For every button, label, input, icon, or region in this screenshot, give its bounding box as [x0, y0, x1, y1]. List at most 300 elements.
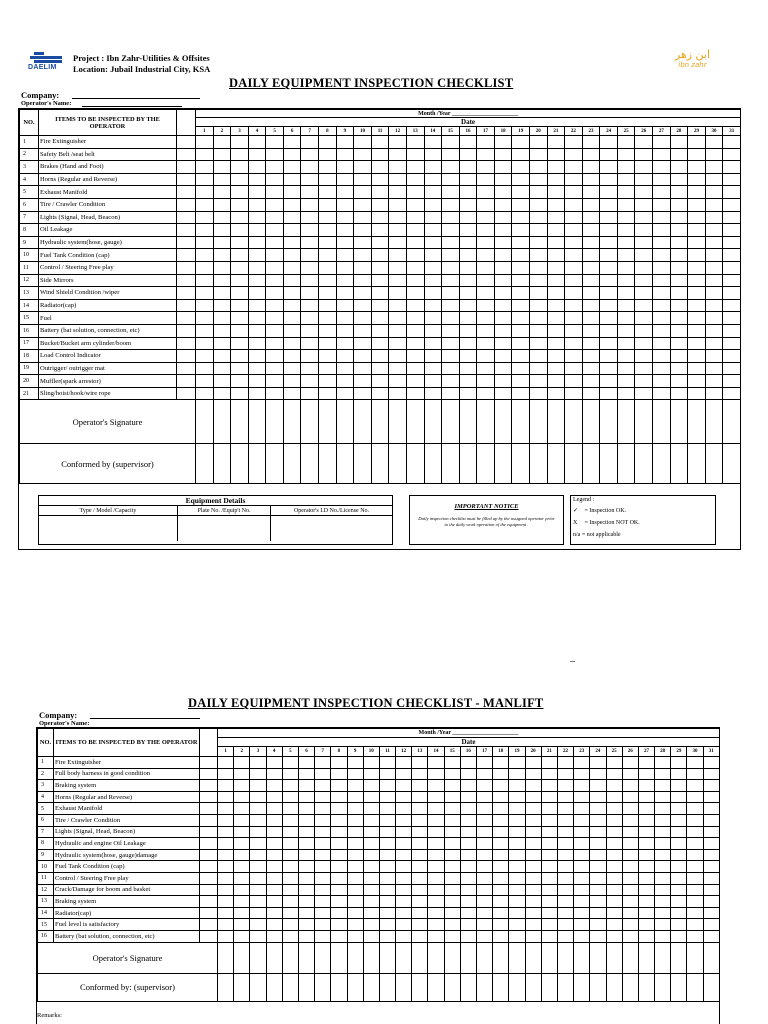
- check-cell[interactable]: [283, 337, 301, 350]
- check-cell[interactable]: [371, 324, 389, 337]
- check-cell[interactable]: [234, 838, 250, 850]
- check-cell[interactable]: [389, 173, 407, 186]
- check-cell[interactable]: [298, 780, 314, 792]
- check-cell[interactable]: [428, 896, 444, 908]
- check-cell[interactable]: [565, 387, 583, 400]
- check-cell[interactable]: [250, 826, 266, 838]
- check-cell[interactable]: [406, 136, 424, 149]
- check-cell[interactable]: [389, 236, 407, 249]
- check-cell[interactable]: [319, 173, 337, 186]
- check-cell[interactable]: [541, 884, 557, 896]
- check-cell[interactable]: [687, 896, 703, 908]
- signature-cell[interactable]: [319, 400, 337, 444]
- check-cell[interactable]: [444, 838, 460, 850]
- check-cell[interactable]: [509, 791, 525, 803]
- signature-cell[interactable]: [266, 942, 282, 973]
- check-cell[interactable]: [525, 791, 541, 803]
- check-cell[interactable]: [635, 249, 653, 262]
- check-cell[interactable]: [315, 884, 331, 896]
- check-cell[interactable]: [196, 136, 214, 149]
- signature-cell[interactable]: [547, 444, 565, 484]
- check-cell[interactable]: [565, 211, 583, 224]
- check-cell[interactable]: [703, 768, 719, 780]
- check-cell[interactable]: [670, 324, 688, 337]
- check-cell[interactable]: [283, 299, 301, 312]
- check-cell[interactable]: [315, 768, 331, 780]
- check-cell[interactable]: [723, 148, 741, 161]
- check-cell[interactable]: [574, 803, 590, 815]
- check-cell[interactable]: [250, 907, 266, 919]
- check-cell[interactable]: [477, 849, 493, 861]
- check-cell[interactable]: [231, 198, 249, 211]
- check-cell[interactable]: [282, 791, 298, 803]
- check-cell[interactable]: [547, 148, 565, 161]
- check-cell[interactable]: [331, 768, 347, 780]
- signature-cell[interactable]: [617, 400, 635, 444]
- check-cell[interactable]: [460, 930, 476, 942]
- check-cell[interactable]: [301, 211, 319, 224]
- check-cell[interactable]: [512, 274, 530, 287]
- check-cell[interactable]: [622, 757, 638, 769]
- check-cell[interactable]: [389, 186, 407, 199]
- check-cell[interactable]: [424, 362, 442, 375]
- check-cell[interactable]: [688, 287, 706, 300]
- check-cell[interactable]: [655, 838, 671, 850]
- check-cell[interactable]: [723, 186, 741, 199]
- check-cell[interactable]: [653, 274, 671, 287]
- check-cell[interactable]: [396, 826, 412, 838]
- check-cell[interactable]: [622, 826, 638, 838]
- check-cell[interactable]: [301, 387, 319, 400]
- check-cell[interactable]: [541, 803, 557, 815]
- signature-cell[interactable]: [705, 400, 723, 444]
- check-cell[interactable]: [582, 186, 600, 199]
- check-cell[interactable]: [622, 919, 638, 931]
- signature-cell[interactable]: [363, 942, 379, 973]
- check-cell[interactable]: [687, 768, 703, 780]
- check-cell[interactable]: [336, 312, 354, 325]
- check-cell[interactable]: [703, 849, 719, 861]
- check-cell[interactable]: [248, 148, 266, 161]
- check-cell[interactable]: [406, 387, 424, 400]
- check-cell[interactable]: [406, 287, 424, 300]
- signature-cell[interactable]: [412, 973, 428, 1001]
- check-cell[interactable]: [444, 814, 460, 826]
- check-cell[interactable]: [670, 161, 688, 174]
- signature-cell[interactable]: [406, 400, 424, 444]
- check-cell[interactable]: [248, 287, 266, 300]
- check-cell[interactable]: [282, 849, 298, 861]
- check-cell[interactable]: [213, 136, 231, 149]
- blank-cell[interactable]: [177, 198, 196, 211]
- check-cell[interactable]: [529, 362, 547, 375]
- check-cell[interactable]: [565, 337, 583, 350]
- check-cell[interactable]: [354, 211, 372, 224]
- check-cell[interactable]: [688, 136, 706, 149]
- check-cell[interactable]: [671, 861, 687, 873]
- blank-cell[interactable]: [177, 249, 196, 262]
- check-cell[interactable]: [529, 274, 547, 287]
- check-cell[interactable]: [213, 148, 231, 161]
- check-cell[interactable]: [231, 211, 249, 224]
- check-cell[interactable]: [512, 375, 530, 388]
- check-cell[interactable]: [574, 907, 590, 919]
- check-cell[interactable]: [671, 907, 687, 919]
- check-cell[interactable]: [494, 261, 512, 274]
- check-cell[interactable]: [600, 261, 618, 274]
- check-cell[interactable]: [319, 224, 337, 237]
- check-cell[interactable]: [406, 161, 424, 174]
- check-cell[interactable]: [428, 849, 444, 861]
- check-cell[interactable]: [319, 375, 337, 388]
- check-cell[interactable]: [547, 173, 565, 186]
- check-cell[interactable]: [231, 173, 249, 186]
- check-cell[interactable]: [354, 148, 372, 161]
- check-cell[interactable]: [493, 907, 509, 919]
- check-cell[interactable]: [477, 884, 493, 896]
- check-cell[interactable]: [606, 814, 622, 826]
- check-cell[interactable]: [582, 211, 600, 224]
- check-cell[interactable]: [424, 198, 442, 211]
- check-cell[interactable]: [617, 161, 635, 174]
- check-cell[interactable]: [424, 387, 442, 400]
- check-cell[interactable]: [705, 287, 723, 300]
- check-cell[interactable]: [315, 803, 331, 815]
- check-cell[interactable]: [406, 350, 424, 363]
- check-cell[interactable]: [266, 287, 284, 300]
- check-cell[interactable]: [705, 337, 723, 350]
- check-cell[interactable]: [336, 161, 354, 174]
- check-cell[interactable]: [547, 337, 565, 350]
- signature-cell[interactable]: [494, 444, 512, 484]
- signature-cell[interactable]: [218, 942, 234, 973]
- check-cell[interactable]: [512, 148, 530, 161]
- check-cell[interactable]: [509, 930, 525, 942]
- check-cell[interactable]: [541, 919, 557, 931]
- check-cell[interactable]: [428, 930, 444, 942]
- check-cell[interactable]: [525, 930, 541, 942]
- check-cell[interactable]: [248, 161, 266, 174]
- blank-cell[interactable]: [200, 838, 218, 850]
- signature-cell[interactable]: [301, 400, 319, 444]
- blank-cell[interactable]: [200, 919, 218, 931]
- check-cell[interactable]: [347, 814, 363, 826]
- signature-cell[interactable]: [459, 444, 477, 484]
- check-cell[interactable]: [703, 838, 719, 850]
- check-cell[interactable]: [282, 757, 298, 769]
- check-cell[interactable]: [424, 211, 442, 224]
- check-cell[interactable]: [354, 287, 372, 300]
- check-cell[interactable]: [213, 312, 231, 325]
- check-cell[interactable]: [493, 803, 509, 815]
- check-cell[interactable]: [354, 375, 372, 388]
- check-cell[interactable]: [509, 780, 525, 792]
- check-cell[interactable]: [319, 274, 337, 287]
- check-cell[interactable]: [459, 198, 477, 211]
- blank-cell[interactable]: [177, 287, 196, 300]
- check-cell[interactable]: [529, 375, 547, 388]
- check-cell[interactable]: [363, 803, 379, 815]
- signature-cell[interactable]: [635, 400, 653, 444]
- check-cell[interactable]: [565, 249, 583, 262]
- check-cell[interactable]: [670, 261, 688, 274]
- check-cell[interactable]: [606, 896, 622, 908]
- check-cell[interactable]: [248, 274, 266, 287]
- blank-cell[interactable]: [200, 814, 218, 826]
- blank-cell[interactable]: [200, 907, 218, 919]
- check-cell[interactable]: [442, 287, 460, 300]
- check-cell[interactable]: [196, 299, 214, 312]
- check-cell[interactable]: [266, 224, 284, 237]
- check-cell[interactable]: [590, 849, 606, 861]
- check-cell[interactable]: [477, 287, 495, 300]
- check-cell[interactable]: [459, 350, 477, 363]
- check-cell[interactable]: [557, 896, 573, 908]
- check-cell[interactable]: [494, 337, 512, 350]
- check-cell[interactable]: [196, 337, 214, 350]
- check-cell[interactable]: [723, 261, 741, 274]
- check-cell[interactable]: [606, 826, 622, 838]
- check-cell[interactable]: [541, 849, 557, 861]
- check-cell[interactable]: [424, 274, 442, 287]
- check-cell[interactable]: [477, 186, 495, 199]
- check-cell[interactable]: [638, 757, 654, 769]
- check-cell[interactable]: [670, 224, 688, 237]
- check-cell[interactable]: [396, 803, 412, 815]
- check-cell[interactable]: [655, 872, 671, 884]
- check-cell[interactable]: [354, 362, 372, 375]
- check-cell[interactable]: [622, 849, 638, 861]
- check-cell[interactable]: [494, 136, 512, 149]
- check-cell[interactable]: [600, 350, 618, 363]
- check-cell[interactable]: [635, 387, 653, 400]
- check-cell[interactable]: [590, 872, 606, 884]
- check-cell[interactable]: [231, 161, 249, 174]
- check-cell[interactable]: [670, 148, 688, 161]
- check-cell[interactable]: [444, 849, 460, 861]
- check-cell[interactable]: [687, 803, 703, 815]
- check-cell[interactable]: [331, 838, 347, 850]
- blank-cell[interactable]: [177, 173, 196, 186]
- check-cell[interactable]: [283, 198, 301, 211]
- check-cell[interactable]: [298, 907, 314, 919]
- check-cell[interactable]: [213, 224, 231, 237]
- check-cell[interactable]: [617, 337, 635, 350]
- check-cell[interactable]: [670, 186, 688, 199]
- check-cell[interactable]: [525, 919, 541, 931]
- check-cell[interactable]: [525, 814, 541, 826]
- check-cell[interactable]: [493, 884, 509, 896]
- check-cell[interactable]: [354, 299, 372, 312]
- check-cell[interactable]: [617, 148, 635, 161]
- check-cell[interactable]: [283, 362, 301, 375]
- check-cell[interactable]: [600, 375, 618, 388]
- check-cell[interactable]: [705, 261, 723, 274]
- check-cell[interactable]: [354, 224, 372, 237]
- check-cell[interactable]: [606, 907, 622, 919]
- check-cell[interactable]: [557, 907, 573, 919]
- check-cell[interactable]: [565, 161, 583, 174]
- check-cell[interactable]: [248, 198, 266, 211]
- check-cell[interactable]: [331, 780, 347, 792]
- check-cell[interactable]: [670, 387, 688, 400]
- check-cell[interactable]: [250, 814, 266, 826]
- check-cell[interactable]: [331, 849, 347, 861]
- check-cell[interactable]: [655, 791, 671, 803]
- check-cell[interactable]: [494, 375, 512, 388]
- check-cell[interactable]: [600, 299, 618, 312]
- check-cell[interactable]: [248, 337, 266, 350]
- signature-cell[interactable]: [574, 973, 590, 1001]
- check-cell[interactable]: [379, 849, 395, 861]
- check-cell[interactable]: [336, 324, 354, 337]
- check-cell[interactable]: [354, 249, 372, 262]
- check-cell[interactable]: [547, 324, 565, 337]
- signature-cell[interactable]: [424, 444, 442, 484]
- check-cell[interactable]: [635, 324, 653, 337]
- blank-cell[interactable]: [177, 375, 196, 388]
- signature-cell[interactable]: [336, 400, 354, 444]
- check-cell[interactable]: [234, 757, 250, 769]
- check-cell[interactable]: [336, 350, 354, 363]
- check-cell[interactable]: [541, 838, 557, 850]
- check-cell[interactable]: [688, 387, 706, 400]
- check-cell[interactable]: [234, 872, 250, 884]
- check-cell[interactable]: [574, 780, 590, 792]
- check-cell[interactable]: [655, 757, 671, 769]
- check-cell[interactable]: [231, 236, 249, 249]
- check-cell[interactable]: [705, 148, 723, 161]
- check-cell[interactable]: [250, 930, 266, 942]
- check-cell[interactable]: [406, 274, 424, 287]
- check-cell[interactable]: [723, 299, 741, 312]
- check-cell[interactable]: [336, 224, 354, 237]
- signature-cell[interactable]: [723, 444, 741, 484]
- check-cell[interactable]: [459, 362, 477, 375]
- check-cell[interactable]: [283, 350, 301, 363]
- check-cell[interactable]: [547, 362, 565, 375]
- check-cell[interactable]: [283, 324, 301, 337]
- check-cell[interactable]: [266, 249, 284, 262]
- check-cell[interactable]: [574, 896, 590, 908]
- check-cell[interactable]: [266, 872, 282, 884]
- check-cell[interactable]: [525, 780, 541, 792]
- check-cell[interactable]: [315, 838, 331, 850]
- check-cell[interactable]: [444, 768, 460, 780]
- check-cell[interactable]: [582, 337, 600, 350]
- signature-cell[interactable]: [590, 942, 606, 973]
- check-cell[interactable]: [494, 236, 512, 249]
- check-cell[interactable]: [705, 387, 723, 400]
- check-cell[interactable]: [315, 872, 331, 884]
- check-cell[interactable]: [541, 814, 557, 826]
- check-cell[interactable]: [460, 814, 476, 826]
- signature-cell[interactable]: [354, 400, 372, 444]
- check-cell[interactable]: [617, 362, 635, 375]
- check-cell[interactable]: [541, 896, 557, 908]
- check-cell[interactable]: [196, 274, 214, 287]
- check-cell[interactable]: [347, 884, 363, 896]
- check-cell[interactable]: [301, 287, 319, 300]
- check-cell[interactable]: [494, 211, 512, 224]
- check-cell[interactable]: [582, 375, 600, 388]
- check-cell[interactable]: [319, 161, 337, 174]
- check-cell[interactable]: [606, 838, 622, 850]
- check-cell[interactable]: [315, 849, 331, 861]
- check-cell[interactable]: [459, 224, 477, 237]
- check-cell[interactable]: [653, 136, 671, 149]
- check-cell[interactable]: [331, 757, 347, 769]
- signature-cell[interactable]: [477, 444, 495, 484]
- signature-cell[interactable]: [379, 973, 395, 1001]
- check-cell[interactable]: [617, 211, 635, 224]
- check-cell[interactable]: [529, 236, 547, 249]
- check-cell[interactable]: [444, 780, 460, 792]
- check-cell[interactable]: [283, 287, 301, 300]
- check-cell[interactable]: [617, 173, 635, 186]
- check-cell[interactable]: [635, 337, 653, 350]
- signature-cell[interactable]: [670, 400, 688, 444]
- signature-cell[interactable]: [638, 973, 654, 1001]
- check-cell[interactable]: [688, 173, 706, 186]
- check-cell[interactable]: [617, 324, 635, 337]
- check-cell[interactable]: [442, 224, 460, 237]
- check-cell[interactable]: [283, 186, 301, 199]
- check-cell[interactable]: [671, 896, 687, 908]
- check-cell[interactable]: [412, 768, 428, 780]
- check-cell[interactable]: [494, 198, 512, 211]
- check-cell[interactable]: [336, 299, 354, 312]
- check-cell[interactable]: [460, 872, 476, 884]
- check-cell[interactable]: [336, 198, 354, 211]
- check-cell[interactable]: [460, 803, 476, 815]
- check-cell[interactable]: [331, 791, 347, 803]
- check-cell[interactable]: [723, 198, 741, 211]
- check-cell[interactable]: [301, 350, 319, 363]
- check-cell[interactable]: [600, 387, 618, 400]
- check-cell[interactable]: [266, 838, 282, 850]
- check-cell[interactable]: [541, 872, 557, 884]
- check-cell[interactable]: [196, 362, 214, 375]
- signature-cell[interactable]: [389, 444, 407, 484]
- check-cell[interactable]: [379, 768, 395, 780]
- check-cell[interactable]: [266, 299, 284, 312]
- signature-cell[interactable]: [512, 444, 530, 484]
- check-cell[interactable]: [653, 211, 671, 224]
- check-cell[interactable]: [705, 324, 723, 337]
- check-cell[interactable]: [655, 826, 671, 838]
- check-cell[interactable]: [477, 768, 493, 780]
- check-cell[interactable]: [371, 136, 389, 149]
- check-cell[interactable]: [687, 919, 703, 931]
- check-cell[interactable]: [266, 907, 282, 919]
- check-cell[interactable]: [266, 274, 284, 287]
- check-cell[interactable]: [213, 161, 231, 174]
- check-cell[interactable]: [282, 896, 298, 908]
- signature-cell[interactable]: [371, 400, 389, 444]
- eq-field-plate[interactable]: [178, 516, 271, 541]
- check-cell[interactable]: [331, 814, 347, 826]
- check-cell[interactable]: [424, 173, 442, 186]
- check-cell[interactable]: [347, 919, 363, 931]
- check-cell[interactable]: [347, 896, 363, 908]
- check-cell[interactable]: [231, 148, 249, 161]
- check-cell[interactable]: [354, 261, 372, 274]
- check-cell[interactable]: [444, 907, 460, 919]
- check-cell[interactable]: [703, 757, 719, 769]
- check-cell[interactable]: [557, 919, 573, 931]
- check-cell[interactable]: [428, 780, 444, 792]
